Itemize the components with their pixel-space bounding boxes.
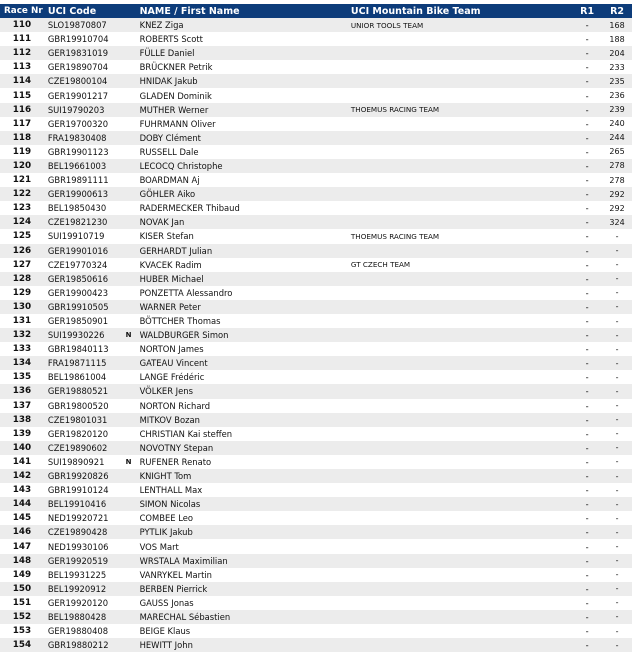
- cell-rider-name: WRSTALA Maximilian: [139, 555, 228, 566]
- cell-r2: -: [615, 260, 619, 270]
- cell-r1: -: [585, 456, 589, 467]
- cell-r1: -: [585, 273, 589, 284]
- cell-race-nr: 150: [12, 583, 32, 594]
- cell-r2: -: [615, 542, 619, 552]
- cell-r2: 204: [609, 48, 625, 58]
- cell-team: UNIOR TOOLS TEAM: [350, 20, 424, 30]
- cell-r2: -: [615, 372, 619, 382]
- table-row: [0, 497, 632, 511]
- table-row: [0, 356, 632, 370]
- cell-r1: -: [585, 344, 589, 355]
- cell-r1: -: [585, 231, 589, 242]
- cell-race-nr: 136: [12, 386, 32, 397]
- cell-uci-code: BEL19910416: [47, 499, 107, 510]
- cell-uci-code: GER19890704: [47, 62, 109, 73]
- cell-race-nr: 154: [12, 640, 32, 651]
- cell-r1: -: [585, 175, 589, 186]
- cell-uci-code: BEL19661003: [47, 160, 107, 171]
- cell-race-nr: 121: [12, 175, 32, 186]
- table-row: [0, 300, 632, 314]
- cell-race-nr: 120: [12, 160, 32, 171]
- table-row: [0, 370, 632, 384]
- cell-r2: -: [615, 499, 619, 509]
- header-team: UCI Mountain Bike Team: [350, 5, 481, 17]
- cell-race-nr: 118: [12, 132, 32, 143]
- cell-rider-name: LENTHALL Max: [139, 485, 203, 496]
- cell-rider-name: MUTHER Werner: [139, 104, 209, 115]
- cell-rider-name: PONZETTA Alessandro: [139, 287, 233, 298]
- cell-r1: -: [585, 400, 589, 411]
- cell-rider-name: NORTON James: [139, 344, 204, 355]
- cell-race-nr: 111: [12, 34, 32, 45]
- cell-r1: -: [585, 160, 589, 171]
- cell-uci-code: GER19920120: [47, 597, 109, 608]
- table-row: [0, 272, 632, 286]
- cell-r2: -: [615, 386, 619, 396]
- cell-r1: -: [585, 330, 589, 341]
- cell-r1: -: [585, 499, 589, 510]
- cell-r2: -: [615, 626, 619, 636]
- cell-r2: -: [615, 584, 619, 594]
- table-row: [0, 314, 632, 328]
- cell-r2: -: [615, 316, 619, 326]
- cell-uci-code: SUI19910719: [47, 231, 105, 242]
- table-row: [0, 18, 632, 32]
- cell-r2: -: [615, 527, 619, 537]
- cell-r1: -: [585, 626, 589, 637]
- cell-rider-name: MITKOV Bozan: [139, 414, 200, 425]
- cell-r1: -: [585, 287, 589, 298]
- cell-flag: N: [125, 457, 132, 466]
- cell-race-nr: 143: [12, 485, 32, 496]
- cell-uci-code: BEL19861004: [47, 372, 107, 383]
- cell-race-nr: 119: [12, 146, 32, 157]
- table-row: [0, 258, 632, 272]
- cell-r2: -: [615, 443, 619, 453]
- cell-r2: -: [615, 612, 619, 622]
- cell-uci-code: FRA19871115: [47, 358, 107, 369]
- cell-r1: -: [585, 217, 589, 228]
- cell-flag: N: [125, 331, 132, 340]
- table-row: [0, 32, 632, 46]
- cell-rider-name: GERHARDT Julian: [139, 245, 213, 256]
- cell-rider-name: RUFENER Renato: [139, 456, 212, 467]
- cell-race-nr: 141: [12, 456, 32, 467]
- cell-uci-code: GER19880408: [47, 626, 109, 637]
- cell-uci-code: CZE19770324: [47, 259, 108, 270]
- cell-rider-name: BEIGE Klaus: [139, 626, 191, 637]
- cell-r1: -: [585, 259, 589, 270]
- cell-r2: -: [615, 570, 619, 580]
- cell-rider-name: BOARDMAN Aj: [139, 175, 200, 186]
- cell-r2: 292: [609, 189, 625, 199]
- table-row: [0, 187, 632, 201]
- cell-r1: -: [585, 640, 589, 651]
- table-row: [0, 413, 632, 427]
- cell-r1: -: [585, 245, 589, 256]
- cell-rider-name: RADERMECKER Thibaud: [139, 203, 240, 214]
- table-row: [0, 596, 632, 610]
- cell-rider-name: KNEZ Ziga: [139, 20, 184, 31]
- cell-race-nr: 124: [12, 217, 32, 228]
- cell-r2: -: [615, 330, 619, 340]
- cell-rider-name: HNIDAK Jakub: [139, 76, 198, 87]
- cell-r2: -: [615, 457, 619, 467]
- cell-r1: -: [585, 611, 589, 622]
- cell-r2: 324: [609, 217, 625, 227]
- cell-uci-code: GER19700320: [47, 118, 109, 129]
- table-row: [0, 342, 632, 356]
- cell-rider-name: HEWITT John: [139, 640, 193, 651]
- cell-r1: -: [585, 20, 589, 31]
- table-row: [0, 74, 632, 88]
- cell-r2: 235: [609, 76, 625, 86]
- cell-race-nr: 140: [12, 442, 32, 453]
- cell-r1: -: [585, 203, 589, 214]
- cell-r2: -: [615, 640, 619, 650]
- cell-r1: -: [585, 569, 589, 580]
- cell-rider-name: WALDBURGER Simon: [139, 330, 229, 341]
- cell-r2: -: [615, 415, 619, 425]
- cell-rider-name: HUBER Michael: [139, 273, 204, 284]
- cell-team: GT CZECH TEAM: [350, 260, 411, 270]
- cell-race-nr: 153: [12, 626, 32, 637]
- cell-uci-code: NED19930106: [47, 541, 109, 552]
- cell-uci-code: GBR19910124: [47, 485, 109, 496]
- cell-r1: -: [585, 513, 589, 524]
- cell-race-nr: 152: [12, 611, 32, 622]
- cell-r2: -: [615, 344, 619, 354]
- table-row: [0, 525, 632, 539]
- cell-race-nr: 144: [12, 499, 32, 510]
- cell-uci-code: GER19901217: [47, 90, 109, 101]
- cell-uci-code: GBR19880212: [47, 640, 109, 651]
- cell-race-nr: 115: [12, 90, 32, 101]
- cell-r2: -: [615, 429, 619, 439]
- table-row: [0, 229, 632, 243]
- cell-r2: -: [615, 401, 619, 411]
- cell-rider-name: VÖLKER Jens: [139, 386, 193, 397]
- cell-race-nr: 116: [12, 104, 32, 115]
- cell-uci-code: GER19901016: [47, 245, 109, 256]
- cell-uci-code: GER19850616: [47, 273, 109, 284]
- cell-rider-name: NOVOTNY Stepan: [139, 442, 214, 453]
- cell-race-nr: 149: [12, 569, 32, 580]
- table-row: [0, 173, 632, 187]
- table-row: [0, 88, 632, 102]
- cell-r2: -: [615, 246, 619, 256]
- cell-r2: 265: [609, 147, 625, 157]
- cell-uci-code: SUI19790203: [47, 104, 105, 115]
- cell-rider-name: VOS Mart: [139, 541, 179, 552]
- cell-r2: -: [615, 513, 619, 523]
- cell-rider-name: RUSSELL Dale: [139, 146, 199, 157]
- table-row: [0, 483, 632, 497]
- cell-race-nr: 123: [12, 203, 32, 214]
- cell-r1: -: [585, 316, 589, 327]
- cell-race-nr: 125: [12, 231, 32, 242]
- cell-uci-code: GER19900613: [47, 189, 109, 200]
- table-row: [0, 554, 632, 568]
- cell-uci-code: GBR19920826: [47, 471, 109, 482]
- cell-rider-name: LANGE Frédéric: [139, 372, 205, 383]
- cell-rider-name: GÖHLER Aiko: [139, 189, 196, 200]
- cell-r1: -: [585, 48, 589, 59]
- cell-rider-name: GAUSS Jonas: [139, 597, 194, 608]
- table-row: [0, 244, 632, 258]
- cell-uci-code: CZE19801031: [47, 414, 108, 425]
- cell-r1: -: [585, 471, 589, 482]
- cell-r1: -: [585, 132, 589, 143]
- header-r1: R1: [580, 5, 595, 17]
- cell-race-nr: 130: [12, 301, 32, 312]
- cell-rider-name: NORTON Richard: [139, 400, 211, 411]
- cell-race-nr: 131: [12, 316, 32, 327]
- cell-race-nr: 142: [12, 471, 32, 482]
- cell-race-nr: 110: [12, 20, 32, 31]
- cell-uci-code: BEL19931225: [47, 569, 107, 580]
- cell-race-nr: 113: [12, 62, 32, 73]
- cell-r1: -: [585, 189, 589, 200]
- cell-uci-code: CZE19800104: [47, 76, 108, 87]
- cell-r2: 236: [609, 91, 625, 101]
- cell-uci-code: GER19831019: [47, 48, 109, 59]
- cell-r1: -: [585, 146, 589, 157]
- cell-r2: -: [615, 358, 619, 368]
- cell-race-nr: 133: [12, 344, 32, 355]
- cell-r1: -: [585, 372, 589, 383]
- cell-uci-code: FRA19830408: [47, 132, 107, 143]
- cell-r1: -: [585, 583, 589, 594]
- table-row: [0, 469, 632, 483]
- cell-uci-code: SUI19930226: [47, 330, 105, 341]
- cell-r2: -: [615, 556, 619, 566]
- cell-r2: 244: [609, 133, 625, 143]
- cell-r2: -: [615, 598, 619, 608]
- cell-r2: 278: [609, 161, 625, 171]
- table-row: [0, 145, 632, 159]
- table-row: [0, 103, 632, 117]
- cell-r2: -: [615, 231, 619, 241]
- cell-uci-code: GBR19800520: [47, 400, 109, 411]
- cell-uci-code: CZE19890428: [47, 527, 108, 538]
- table-row: [0, 201, 632, 215]
- cell-r2: 292: [609, 203, 625, 213]
- cell-r1: -: [585, 34, 589, 45]
- cell-uci-code: CZE19890602: [47, 442, 108, 453]
- cell-rider-name: BRÜCKNER Petrik: [139, 62, 213, 73]
- table-row: [0, 60, 632, 74]
- cell-r2: -: [615, 485, 619, 495]
- cell-rider-name: KVACEK Radim: [139, 259, 202, 270]
- table-body: [0, 18, 632, 652]
- table-row: [0, 159, 632, 173]
- cell-uci-code: SUI19890921: [47, 456, 105, 467]
- cell-r2: -: [615, 471, 619, 481]
- cell-r2: 278: [609, 175, 625, 185]
- table-row: [0, 511, 632, 525]
- cell-r2: -: [615, 302, 619, 312]
- cell-rider-name: PYTLIK Jakub: [139, 527, 193, 538]
- cell-rider-name: NOVAK Jan: [139, 217, 185, 228]
- table-row: [0, 215, 632, 229]
- cell-r2: -: [615, 288, 619, 298]
- cell-race-nr: 138: [12, 414, 32, 425]
- cell-rider-name: BERBEN Pierrick: [139, 583, 208, 594]
- table-row: [0, 539, 632, 553]
- cell-uci-code: GER19920519: [47, 555, 109, 566]
- table-row: [0, 638, 632, 652]
- cell-rider-name: LECOCQ Christophe: [139, 160, 223, 171]
- cell-rider-name: GATEAU Vincent: [139, 358, 208, 369]
- cell-rider-name: COMBEE Leo: [139, 513, 194, 524]
- cell-uci-code: GER19820120: [47, 428, 109, 439]
- cell-race-nr: 145: [12, 513, 32, 524]
- table-row: [0, 46, 632, 60]
- cell-uci-code: GBR19840113: [47, 344, 109, 355]
- cell-r1: -: [585, 76, 589, 87]
- cell-r1: -: [585, 104, 589, 115]
- cell-race-nr: 127: [12, 259, 32, 270]
- cell-race-nr: 122: [12, 189, 32, 200]
- table-row: [0, 441, 632, 455]
- cell-race-nr: 151: [12, 597, 32, 608]
- cell-r2: 168: [609, 20, 625, 30]
- header-r2: R2: [610, 5, 625, 17]
- cell-race-nr: 112: [12, 48, 32, 59]
- table-row: [0, 286, 632, 300]
- cell-race-nr: 114: [12, 76, 32, 87]
- cell-uci-code: GBR19891111: [47, 175, 109, 186]
- cell-rider-name: BÖTTCHER Thomas: [139, 316, 221, 327]
- cell-r1: -: [585, 414, 589, 425]
- cell-r2: -: [615, 274, 619, 284]
- cell-uci-code: GBR19910505: [47, 301, 109, 312]
- table-row: [0, 328, 632, 342]
- results-table: [0, 4, 632, 652]
- table-row: [0, 624, 632, 638]
- header-uci-code: UCI Code: [47, 5, 97, 17]
- cell-r1: -: [585, 442, 589, 453]
- table-row: [0, 384, 632, 398]
- cell-uci-code: CZE19821230: [47, 217, 108, 228]
- cell-team: THOEMUS RACING TEAM: [350, 231, 440, 241]
- header-name: NAME / First Name: [139, 5, 240, 17]
- cell-race-nr: 137: [12, 400, 32, 411]
- cell-team: THOEMUS RACING TEAM: [350, 105, 440, 115]
- cell-r1: -: [585, 118, 589, 129]
- cell-race-nr: 134: [12, 358, 32, 369]
- table-row: [0, 610, 632, 624]
- cell-rider-name: KISER Stefan: [139, 231, 194, 242]
- cell-race-nr: 126: [12, 245, 32, 256]
- cell-rider-name: WARNER Peter: [139, 301, 201, 312]
- table-row: [0, 455, 632, 469]
- cell-r1: -: [585, 358, 589, 369]
- cell-uci-code: BEL19880428: [47, 611, 107, 622]
- cell-r1: -: [585, 90, 589, 101]
- table-row: [0, 568, 632, 582]
- cell-uci-code: NED19920721: [47, 513, 109, 524]
- cell-uci-code: GER19880521: [47, 386, 109, 397]
- table-row: [0, 582, 632, 596]
- cell-r2: 188: [609, 34, 625, 44]
- table-row: [0, 117, 632, 131]
- cell-uci-code: GER19850901: [47, 316, 109, 327]
- cell-r1: -: [585, 527, 589, 538]
- cell-r1: -: [585, 386, 589, 397]
- table-header: [0, 4, 632, 18]
- cell-race-nr: 146: [12, 527, 32, 538]
- cell-rider-name: KNIGHT Tom: [139, 471, 192, 482]
- cell-rider-name: CHRISTIAN Kai steffen: [139, 428, 233, 439]
- cell-uci-code: GBR19901123: [47, 146, 109, 157]
- cell-rider-name: GLADEN Dominik: [139, 90, 212, 101]
- cell-uci-code: GBR19910704: [47, 34, 109, 45]
- cell-rider-name: FÜLLE Daniel: [139, 48, 195, 59]
- cell-race-nr: 132: [12, 330, 32, 341]
- cell-r1: -: [585, 555, 589, 566]
- cell-uci-code: BEL19850430: [47, 203, 107, 214]
- cell-r1: -: [585, 485, 589, 496]
- cell-race-nr: 135: [12, 372, 32, 383]
- cell-race-nr: 147: [12, 541, 32, 552]
- cell-r1: -: [585, 62, 589, 73]
- cell-uci-code: SLO19870807: [47, 20, 107, 31]
- cell-r1: -: [585, 428, 589, 439]
- cell-rider-name: MARECHAL Sébastien: [139, 611, 231, 622]
- table-row: [0, 131, 632, 145]
- cell-rider-name: FUHRMANN Oliver: [139, 118, 216, 129]
- cell-race-nr: 128: [12, 273, 32, 284]
- cell-uci-code: GER19900423: [47, 287, 109, 298]
- cell-race-nr: 117: [12, 118, 32, 129]
- cell-rider-name: VANRYKEL Martin: [139, 569, 212, 580]
- cell-race-nr: 148: [12, 555, 32, 566]
- cell-r1: -: [585, 541, 589, 552]
- cell-race-nr: 139: [12, 428, 32, 439]
- table-row: [0, 427, 632, 441]
- cell-uci-code: BEL19920912: [47, 583, 107, 594]
- cell-rider-name: DOBY Clément: [139, 132, 201, 143]
- header-race-nr: Race Nr: [4, 6, 43, 16]
- cell-rider-name: ROBERTS Scott: [139, 34, 203, 45]
- cell-rider-name: SIMON Nicolas: [139, 499, 201, 510]
- cell-r2: 239: [609, 105, 625, 115]
- cell-race-nr: 129: [12, 287, 32, 298]
- cell-r2: 233: [609, 62, 625, 72]
- table-row: [0, 399, 632, 413]
- cell-r1: -: [585, 597, 589, 608]
- cell-r1: -: [585, 301, 589, 312]
- cell-r2: 240: [609, 119, 625, 129]
